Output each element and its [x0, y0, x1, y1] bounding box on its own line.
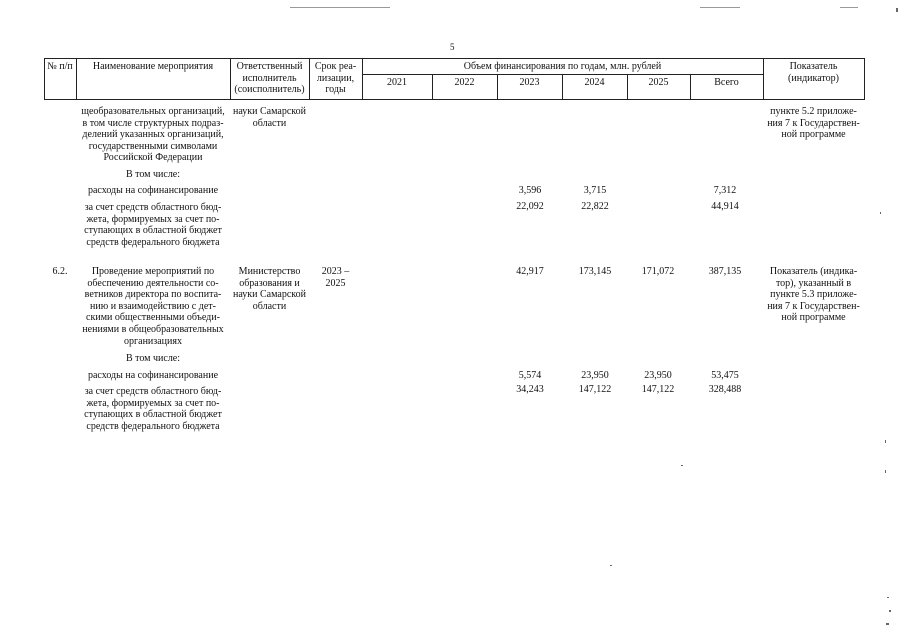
block1-including-label: В том числе: [125, 169, 181, 180]
block2-regional-label: за счет средств областного бюд- жета, формируемых за счет по- ступающих в областной бюджет средств федерального бюджета [84, 386, 222, 432]
block1-responsible: науки Самарской области [233, 106, 306, 129]
header-col-term: Срок реа- лизации, годы [314, 61, 357, 96]
block1-name: щеобразовательных организаций, в том числе структурных подраз- делений указанных организаций, государственными символами Российской Федерации [81, 106, 225, 164]
block2-number: 6.2. [52, 266, 68, 277]
scan-artifact-speck [610, 565, 612, 566]
block2-regional-2024: 147,122 [578, 384, 612, 395]
header-year-2024: 2024 [584, 77, 605, 88]
header-year-2022: 2022 [454, 77, 475, 88]
block2-term: 2023 – 2025 [321, 266, 350, 289]
block2-regional-2023: 34,243 [516, 384, 544, 395]
block1-cofin-2023: 3,596 [518, 185, 542, 196]
scan-artifact-speck [880, 212, 881, 214]
scan-artifact-speck [885, 440, 886, 443]
block1-cofin-total: 7,312 [713, 185, 737, 196]
block2-regional-2025: 147,122 [641, 384, 675, 395]
header-col-indicator: Показатель (индикатор) [788, 61, 839, 84]
block1-cofin-2024: 3,715 [583, 185, 607, 196]
header-year-2021: 2021 [387, 77, 407, 88]
block2-including-label: В том числе: [125, 353, 181, 364]
header-col-number: № п/п [47, 61, 73, 72]
block1-cofin-label: расходы на софинансирование [87, 185, 219, 196]
block2-2023: 42,917 [516, 266, 544, 277]
block2-responsible: Министерство образования и науки Самарской области [233, 266, 306, 312]
scan-artifact-speck [889, 610, 891, 612]
header-total: Всего [714, 77, 739, 88]
block1-regional-2024: 22,822 [581, 201, 609, 212]
scan-artifact-speck [896, 8, 898, 12]
scan-artifact-line [700, 7, 740, 8]
block2-cofin-2023: 5,574 [518, 370, 542, 381]
scan-artifact-line [840, 7, 858, 8]
block1-indicator: пункте 5.2 приложе- ния 7 к Государствен- ной программе [767, 106, 860, 141]
header-year-2025: 2025 [648, 77, 669, 88]
block2-regional-total: 328,488 [708, 384, 742, 395]
header-col-responsible: Ответственный исполнитель (соисполнитель) [234, 61, 305, 96]
scan-artifact-speck [887, 597, 889, 598]
block2-2025: 171,072 [641, 266, 675, 277]
scan-artifact-speck [885, 470, 886, 473]
block2-cofin-label: расходы на софинансирование [87, 370, 219, 381]
block1-regional-label: за счет средств областного бюд- жета, формируемых за счет по- ступающих в областной бюджет средств федерального бюджета [84, 202, 222, 248]
block2-2024: 173,145 [578, 266, 612, 277]
block2-total: 387,135 [708, 266, 742, 277]
block2-indicator: Показатель (индика- тор), указанный в пункте 5.3 приложе- ния 7 к Государствен- ной программе [767, 266, 860, 324]
page-number: 5 [450, 42, 455, 52]
block2-cofin-total: 53,475 [711, 370, 739, 381]
scan-artifact-speck [886, 623, 889, 625]
block2-cofin-2025: 23,950 [644, 370, 672, 381]
block1-regional-total: 44,914 [711, 201, 739, 212]
block2-name: Проведение мероприятий по обеспечению деятельности со- ветников директора по воспита- нию и взаимодействию с дет- скими общественными объеди- нениями в общеобразовательных организациях [82, 266, 224, 347]
block1-regional-2023: 22,092 [516, 201, 544, 212]
block2-cofin-2024: 23,950 [581, 370, 609, 381]
header-col-name: Наименование мероприятия [92, 61, 214, 72]
header-year-2023: 2023 [519, 77, 540, 88]
header-col-funding: Объем финансирования по годам, млн. рублей [463, 61, 662, 72]
scan-artifact-line [290, 7, 390, 8]
scan-artifact-speck [681, 465, 683, 466]
